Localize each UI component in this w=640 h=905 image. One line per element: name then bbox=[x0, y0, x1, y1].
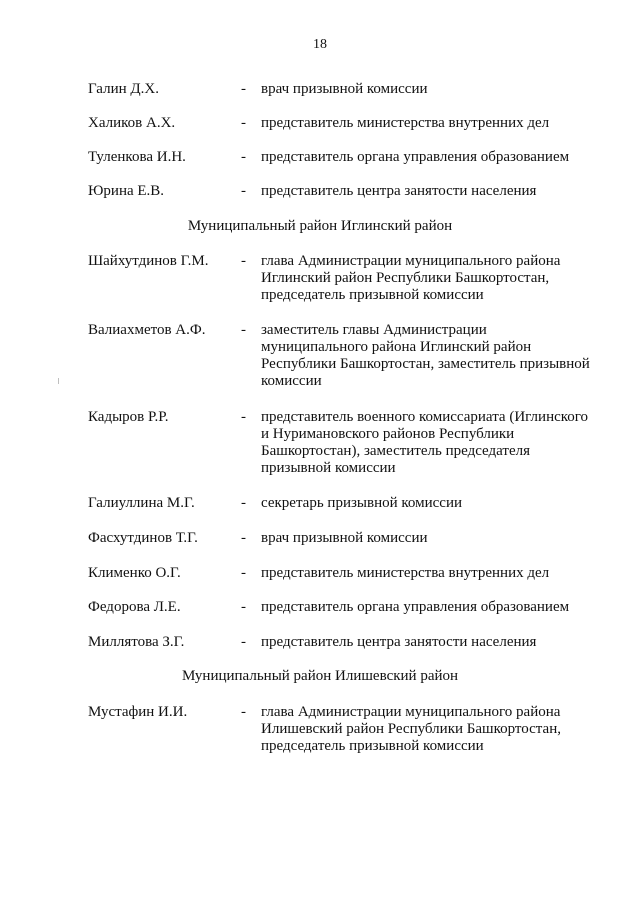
member-role: представитель центра занятости населения bbox=[261, 634, 537, 650]
separator-dash: - bbox=[241, 634, 246, 650]
member-name: Галин Д.Х. bbox=[88, 81, 159, 97]
member-role: представитель центра занятости населения bbox=[261, 183, 537, 199]
separator-dash: - bbox=[241, 81, 246, 97]
section-heading-iglinsky: Муниципальный район Иглинский район bbox=[187, 218, 453, 234]
member-name: Валиахметов А.Ф. bbox=[88, 322, 206, 338]
separator-dash: - bbox=[241, 253, 246, 269]
page-number: 18 bbox=[313, 37, 327, 52]
member-role: представитель военного комиссариата (Иглинского и Нуримановского районов Республики Башкортостан), заместитель председателя призывной комиссии bbox=[261, 409, 589, 476]
separator-dash: - bbox=[241, 115, 246, 131]
separator-dash: - bbox=[241, 183, 246, 199]
member-name: Клименко О.Г. bbox=[88, 565, 181, 581]
separator-dash: - bbox=[241, 322, 246, 338]
member-name: Миллятова З.Г. bbox=[88, 634, 185, 650]
member-role: представитель органа управления образованием bbox=[261, 599, 570, 615]
separator-dash: - bbox=[241, 149, 246, 165]
member-role: глава Администрации муниципального района Иглинский район Республики Башкортостан, председатель призывной комиссии bbox=[261, 253, 561, 303]
separator-dash: - bbox=[241, 704, 246, 720]
scan-margin-mark bbox=[58, 378, 59, 384]
member-name: Мустафин И.И. bbox=[88, 704, 188, 720]
member-name: Фасхутдинов Т.Г. bbox=[88, 530, 198, 546]
member-name: Юрина Е.В. bbox=[88, 183, 165, 199]
separator-dash: - bbox=[241, 409, 246, 425]
member-role: секретарь призывной комиссии bbox=[261, 495, 463, 511]
member-role: врач призывной комиссии bbox=[261, 81, 428, 97]
separator-dash: - bbox=[241, 530, 246, 546]
member-role: представитель органа управления образованием bbox=[261, 149, 570, 165]
member-name: Федорова Л.Е. bbox=[88, 599, 181, 615]
separator-dash: - bbox=[241, 599, 246, 615]
member-role: заместитель главы Администрации муниципального района Иглинский район Республики Башкортостан, заместитель призывной комиссии bbox=[261, 322, 590, 389]
member-role: глава Администрации муниципального района Илишевский район Республики Башкортостан, председатель призывной комиссии bbox=[261, 704, 561, 754]
member-name: Кадыров Р.Р. bbox=[88, 409, 169, 425]
section-heading-ilishevsky: Муниципальный район Илишевский район bbox=[181, 668, 459, 684]
member-name: Туленкова И.Н. bbox=[88, 149, 186, 165]
member-role: врач призывной комиссии bbox=[261, 530, 428, 546]
member-name: Шайхутдинов Г.М. bbox=[88, 253, 209, 269]
member-name: Халиков А.Х. bbox=[88, 115, 176, 131]
member-name: Галиуллина М.Г. bbox=[88, 495, 195, 511]
member-role: представитель министерства внутренних дел bbox=[261, 565, 550, 581]
separator-dash: - bbox=[241, 565, 246, 581]
member-role: представитель министерства внутренних дел bbox=[261, 115, 550, 131]
separator-dash: - bbox=[241, 495, 246, 511]
